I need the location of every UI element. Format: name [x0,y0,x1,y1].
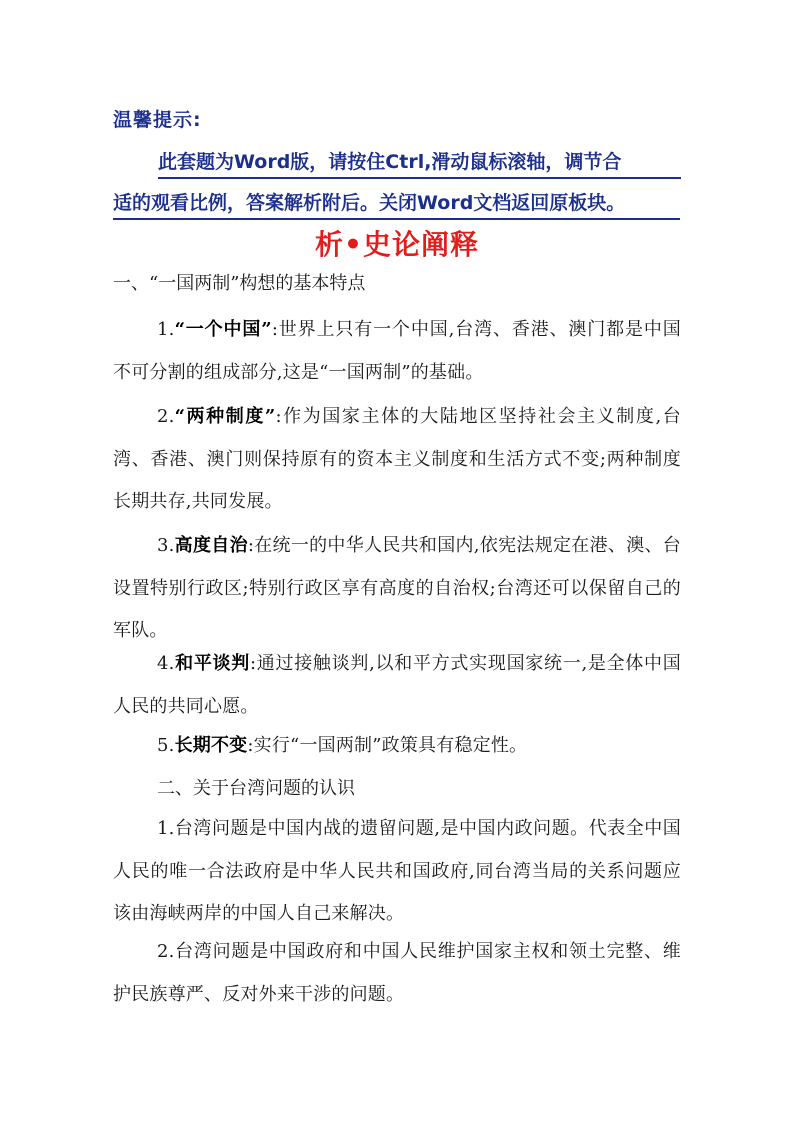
notice-line-1: 此套题为Word版，请按住Ctrl,滑动鼠标滚轴，调节合 [158,147,681,179]
item-text: :世界上只有一个中国,台湾、香港、澳门都是中国不可分割的组成部分,这是“一国两制”的基础。 [113,319,681,383]
item-number: 4. [157,653,175,674]
part1-item-4 [113,643,681,728]
part1-item-1 [113,309,681,394]
notice-line-2: 适的观看比例，答案解析附后。关闭Word文档返回原板块。 [113,188,680,220]
notice-title: 温馨提示: [113,109,202,131]
item-term: 长期不变 [174,735,248,756]
part1-heading: 一、“一国两制”构想的基本特点 [113,273,366,294]
item-term: 高度自治 [174,535,248,556]
part1-item-5 [113,725,681,768]
item-number: 5. [157,735,175,756]
part1-item-3 [113,525,681,653]
item-text: :在统一的中华人民共和国内,依宪法规定在港、澳、台设置特别行政区;特别行政区享有高度的自治权;台湾还可以保留自己的军队。 [113,535,681,641]
part2-item-2: 2.台湾问题是中国政府和中国人民维护国家主权和领土完整、维护民族尊严、反对外来干涉的问题。 [113,941,681,1005]
item-text: :通过接触谈判,以和平方式实现国家统一,是全体中国人民的共同心愿。 [113,653,681,717]
item-text: :实行“一国两制”政策具有稳定性。 [247,735,528,756]
item-text: :作为国家主体的大陆地区坚持社会主义制度,台湾、香港、澳门则保持原有的资本主义制度和生活方式不变;两种制度长期共存,共同发展。 [113,406,681,512]
item-term: 和平谈判 [174,653,250,674]
item-term: “两种制度” [174,406,276,427]
item-number: 2. [157,406,175,427]
item-number: 3. [157,535,175,556]
item-number: 1. [157,319,175,340]
part1-item-2 [113,396,681,524]
item-term: “一个中国” [174,319,272,340]
part2-heading: 二、关于台湾问题的认识 [157,778,355,799]
part2-item-1: 1.台湾问题是中国内战的遗留问题,是中国内政问题。代表全中国人民的唯一合法政府是中华人民共和国政府,同台湾当局的关系问题应该由海峡两岸的中国人自己来解决。 [113,818,681,924]
section-title: 析•史论阐释 [315,228,479,261]
